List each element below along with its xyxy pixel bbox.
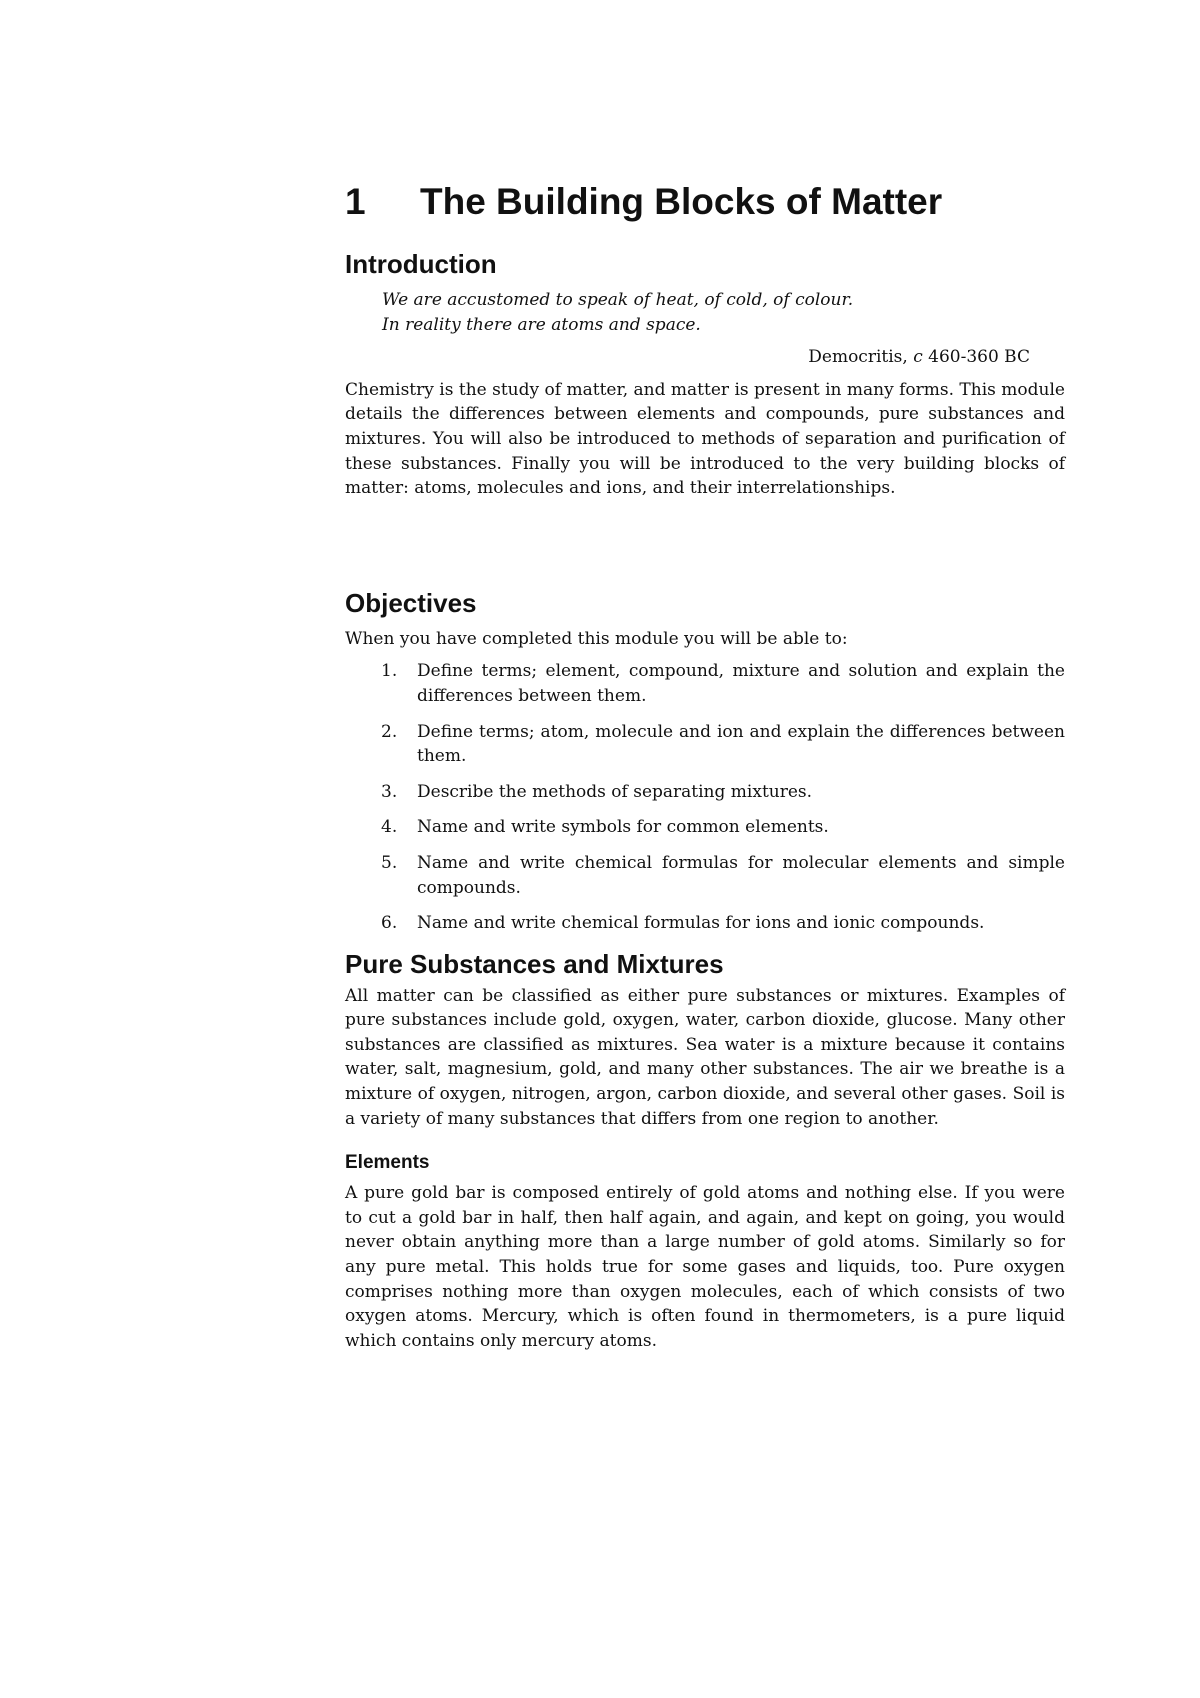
attribution-dates: 460-360 BC	[928, 347, 1030, 368]
introduction-paragraph: Chemistry is the study of matter, and matter is present in many forms. This module details the differences between elements and compounds, pure substances and mixtures. You will also be introduced to methods of separation and purification of these substances. Finally you will be introduced to the very building blocks of matter: atoms, molecules and ions, and their interrelationships.	[345, 379, 1065, 499]
epigraph-line-1: We are accustomed to speak of heat, of cold, of colour.	[382, 290, 854, 310]
objective-text: Name and write symbols for common elements.	[417, 817, 829, 838]
elements-heading: Elements	[345, 1152, 430, 1174]
objective-item	[345, 720, 1065, 769]
introduction-heading: Introduction	[345, 249, 497, 279]
attribution-name: Democritis,	[808, 347, 908, 368]
attribution-circa: c	[913, 347, 923, 368]
objective-text: Name and write chemical formulas for molecular elements and simple compounds.	[417, 852, 1065, 898]
objective-text: Name and write chemical formulas for ions and ionic compounds.	[417, 913, 985, 934]
epigraph	[345, 288, 1065, 337]
elements-paragraph: A pure gold bar is composed entirely of gold atoms and nothing else. If you were to cut a gold bar in half, then half again, and again, and kept on going, you would never obtain anything more than a large number of gold atoms. Similarly so for any pure metal. This holds true for some gases and liquids, too. Pure oxygen comprises nothing more than oxygen molecules, each of which consists of two oxygen atoms. Mercury, which is often found in thermometers, is a pure liquid which contains only mercury atoms.	[345, 1183, 1065, 1351]
objective-item	[345, 911, 1065, 936]
epigraph-line-2: In reality there are atoms and space.	[382, 314, 701, 335]
chapter-number: 1	[345, 181, 366, 222]
objective-number: 1.	[381, 661, 398, 682]
objective-item	[345, 815, 1065, 840]
objective-text: Define terms; element, compound, mixture and solution and explain the differences between them.	[417, 661, 1065, 706]
chapter-title	[345, 180, 1065, 224]
pure-substances-heading: Pure Substances and Mixtures	[345, 948, 724, 979]
objective-item	[345, 780, 1065, 805]
objective-text: Describe the methods of separating mixtures.	[417, 781, 813, 802]
pure-substances-paragraph: All matter can be classified as either pure substances or mixtures. Examples of pure substances include gold, oxygen, water, carbon dioxide, glucose. Many other substances are classified as mixtures. Sea water is a mixture because it contains water, salt, magnesium, gold, and many other substances. The air we breathe is a mixture of oxygen, nitrogen, argon, carbon dioxide, and several other gases. Soil is a variety of many substances that differs from one region to another.	[345, 985, 1065, 1129]
objective-number: 4.	[381, 817, 398, 838]
objectives-list	[345, 659, 1065, 935]
objective-text: Define terms; atom, molecule and ion and explain the differences between them.	[417, 721, 1065, 767]
objective-number: 2.	[381, 721, 398, 742]
objective-number: 5.	[381, 852, 398, 873]
objective-number: 6.	[381, 913, 398, 934]
objectives-heading: Objectives	[345, 587, 477, 618]
chapter-title-text: The Building Blocks of Matter	[420, 181, 943, 222]
objective-number: 3.	[381, 781, 398, 802]
document-page	[345, 180, 1065, 1353]
objective-item	[345, 659, 1065, 708]
objective-item	[345, 851, 1065, 900]
epigraph-attribution	[345, 345, 1065, 370]
objectives-lead: When you have completed this module you will be able to:	[345, 628, 848, 649]
